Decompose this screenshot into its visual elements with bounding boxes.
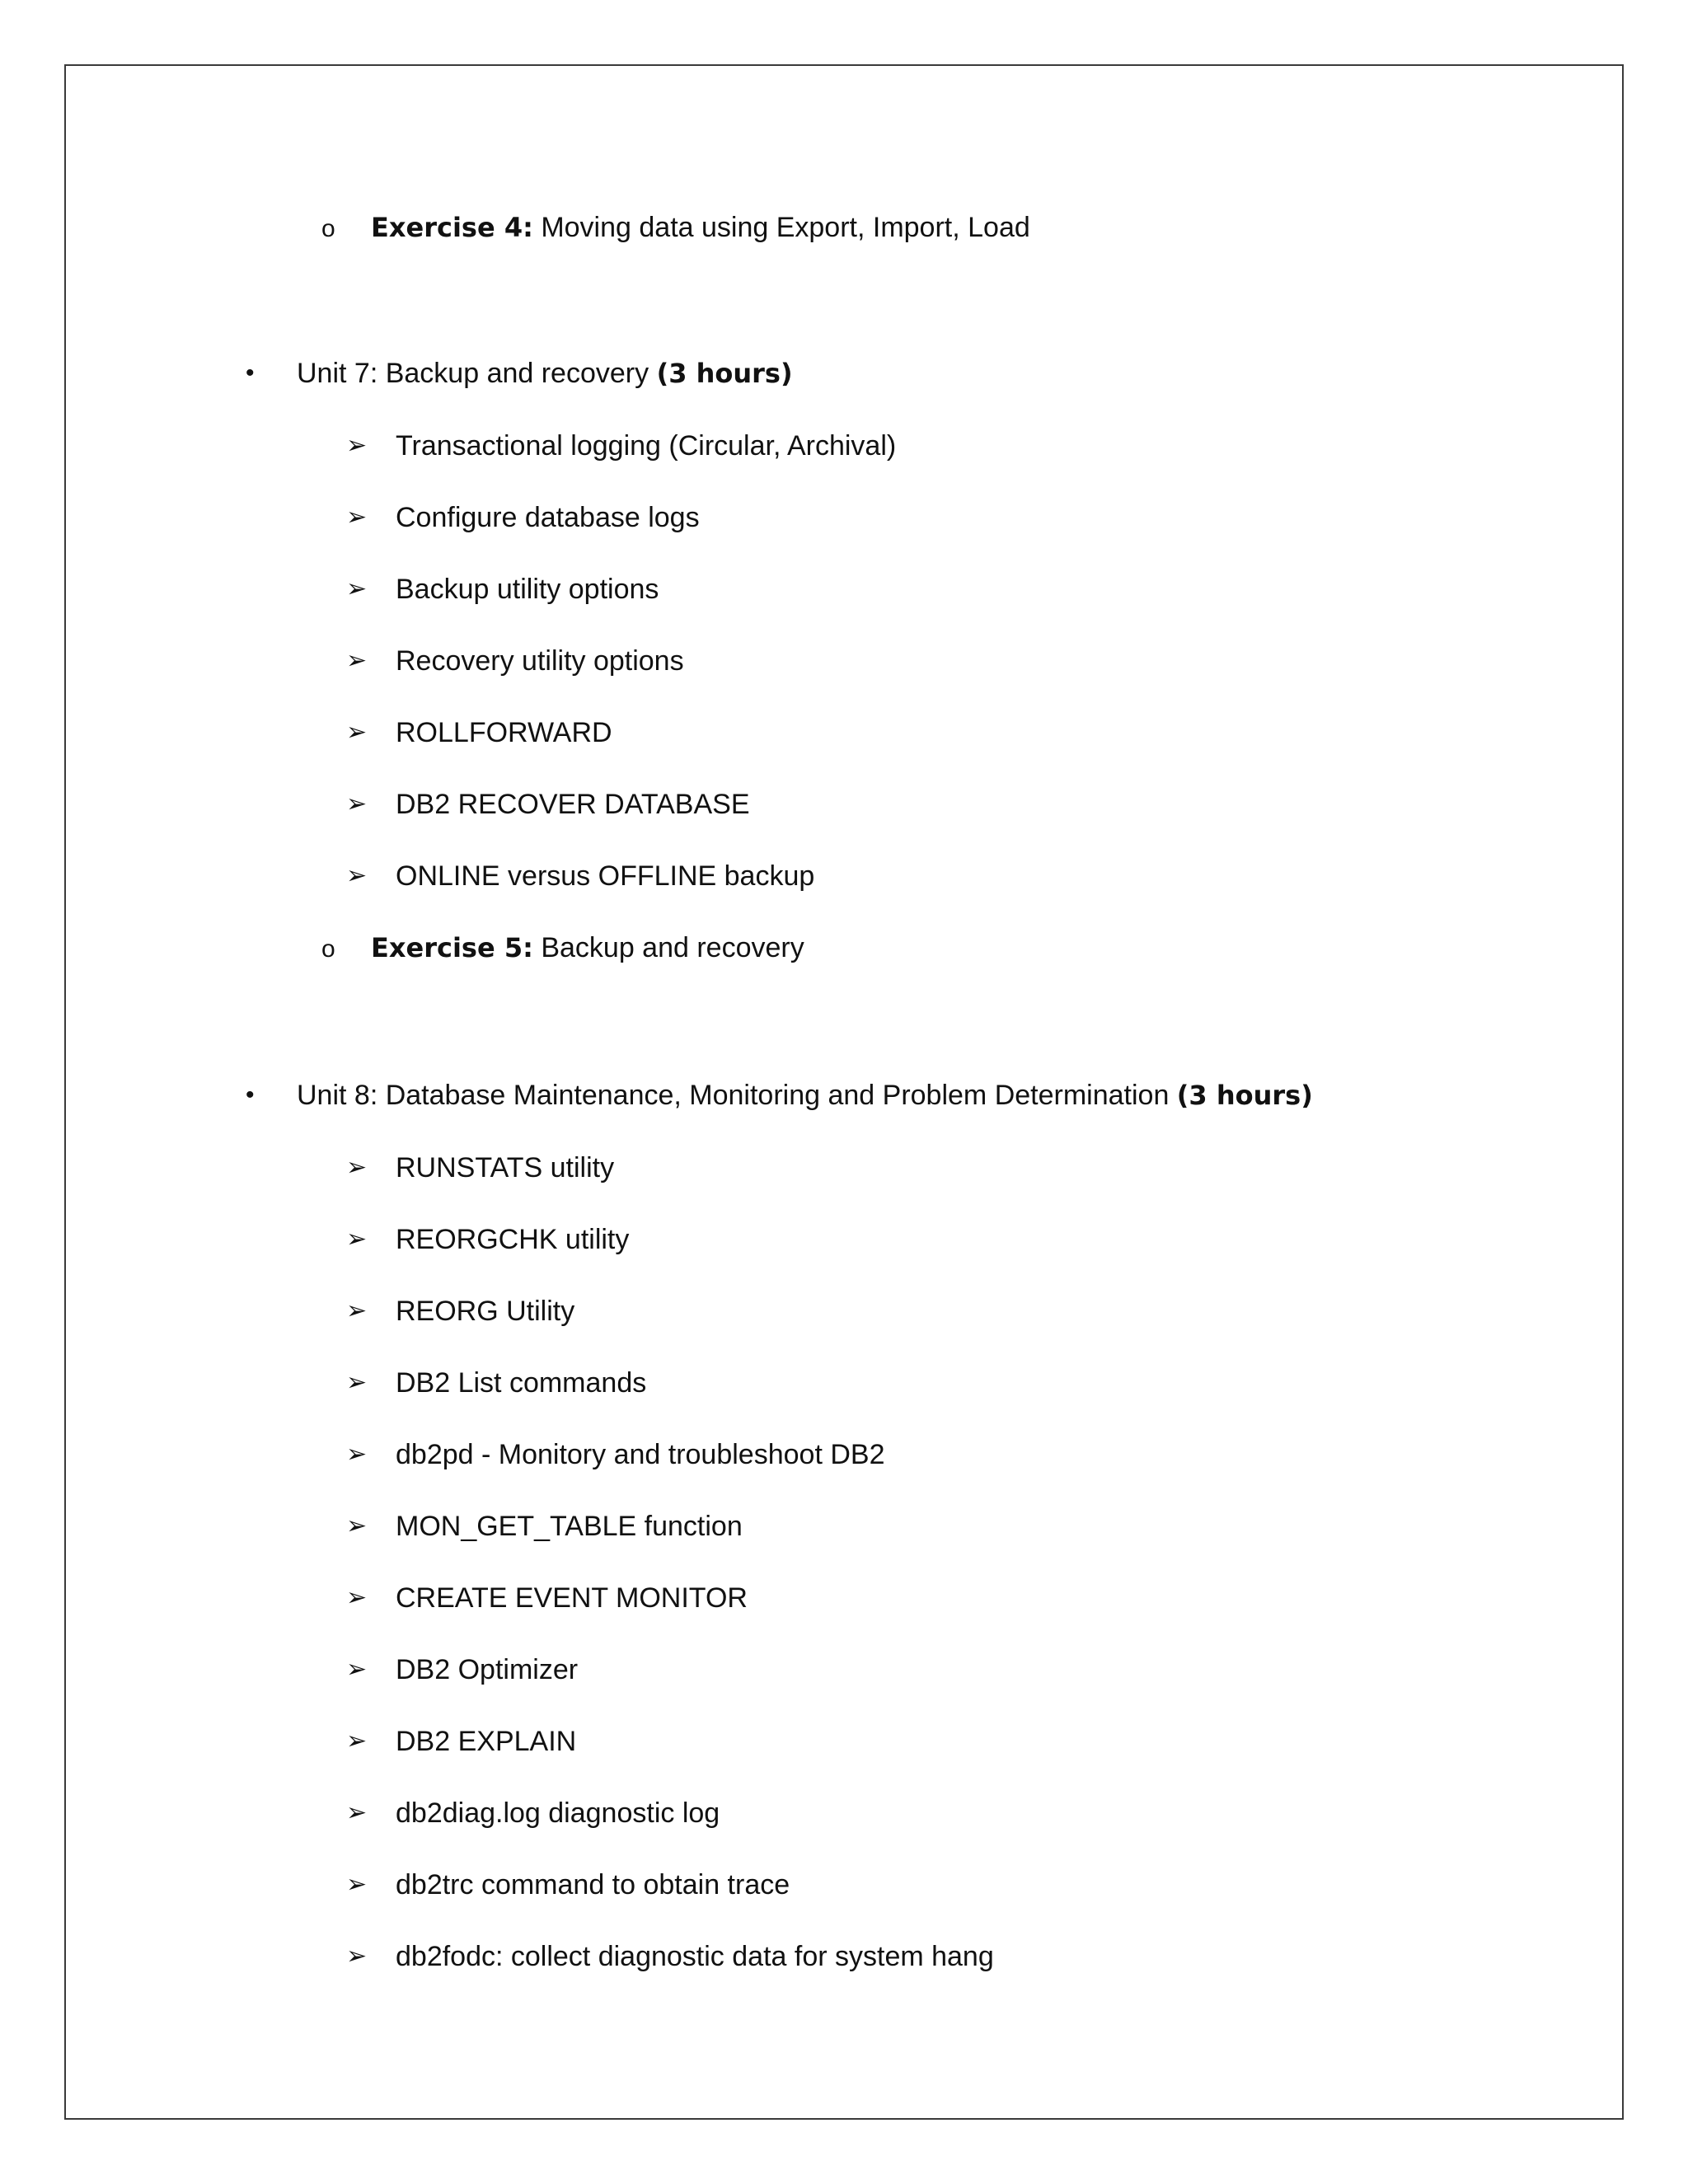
arrow-bullet-icon: ➢ xyxy=(346,1154,368,1181)
arrow-bullet-icon: ➢ xyxy=(346,1226,368,1253)
arrow-bullet-icon: ➢ xyxy=(346,1656,368,1683)
unit-7-title: Unit 7: Backup and recovery xyxy=(297,358,657,389)
unit-7-hours: (3 hours) xyxy=(656,358,793,389)
unit-7-topic: Transactional logging (Circular, Archival) xyxy=(396,430,897,462)
arrow-bullet-icon: ➢ xyxy=(346,432,368,459)
arrow-bullet-icon: ➢ xyxy=(346,790,368,818)
arrow-bullet-icon: ➢ xyxy=(346,1369,368,1396)
arrow-bullet-icon: ➢ xyxy=(346,1799,368,1826)
unit-8-topic: db2diag.log diagnostic log xyxy=(396,1797,720,1829)
arrow-bullet-icon: ➢ xyxy=(346,647,368,674)
unit-7-topic: Backup utility options xyxy=(396,574,659,605)
arrow-bullet-icon: ➢ xyxy=(346,1943,368,1970)
unit-8-hours: (3 hours) xyxy=(1176,1080,1313,1111)
unit-8-topic: MON_GET_TABLE function xyxy=(396,1511,743,1542)
unit-8-topic: REORGCHK utility xyxy=(396,1224,630,1255)
unit-8-topic: DB2 EXPLAIN xyxy=(396,1726,577,1757)
exercise-5-line xyxy=(371,931,804,964)
exercise-4-marker: o xyxy=(321,215,335,242)
unit-7-topic: ROLLFORWARD xyxy=(396,717,612,748)
unit-7-heading xyxy=(297,357,793,390)
unit-7-topic: DB2 RECOVER DATABASE xyxy=(396,789,750,820)
unit-8-topic: CREATE EVENT MONITOR xyxy=(396,1582,748,1614)
exercise-5-marker: o xyxy=(321,935,335,963)
arrow-bullet-icon: ➢ xyxy=(346,1871,368,1898)
unit-7-bullet: • xyxy=(246,359,255,387)
arrow-bullet-icon: ➢ xyxy=(346,719,368,746)
exercise-5-label: Exercise 5: xyxy=(371,932,533,963)
exercise-5-text: Backup and recovery xyxy=(532,932,804,963)
unit-8-heading xyxy=(297,1079,1313,1112)
unit-7-topic: Configure database logs xyxy=(396,502,700,533)
arrow-bullet-icon: ➢ xyxy=(346,1584,368,1611)
arrow-bullet-icon: ➢ xyxy=(346,1512,368,1540)
unit-8-topic: db2pd - Monitory and troubleshoot DB2 xyxy=(396,1439,885,1470)
unit-7-topic: Recovery utility options xyxy=(396,645,684,677)
arrow-bullet-icon: ➢ xyxy=(346,1297,368,1324)
arrow-bullet-icon: ➢ xyxy=(346,504,368,531)
arrow-bullet-icon: ➢ xyxy=(346,1441,368,1468)
exercise-4-text: Moving data using Export, Import, Load xyxy=(532,212,1030,243)
exercise-4-line xyxy=(371,211,1030,244)
unit-8-topic: DB2 List commands xyxy=(396,1367,647,1399)
unit-8-topic: REORG Utility xyxy=(396,1296,575,1327)
unit-8-title: Unit 8: Database Maintenance, Monitoring and Problem Determination xyxy=(297,1080,1177,1111)
unit-8-topic: db2trc command to obtain trace xyxy=(396,1869,790,1900)
arrow-bullet-icon: ➢ xyxy=(346,575,368,602)
unit-8-topic: RUNSTATS utility xyxy=(396,1152,615,1183)
unit-8-bullet: • xyxy=(246,1081,255,1108)
arrow-bullet-icon: ➢ xyxy=(346,1727,368,1755)
exercise-4-label: Exercise 4: xyxy=(371,212,533,243)
unit-8-topic: DB2 Optimizer xyxy=(396,1654,579,1685)
unit-8-topic: db2fodc: collect diagnostic data for system hang xyxy=(396,1941,994,1972)
arrow-bullet-icon: ➢ xyxy=(346,862,368,889)
unit-7-topic: ONLINE versus OFFLINE backup xyxy=(396,860,815,892)
